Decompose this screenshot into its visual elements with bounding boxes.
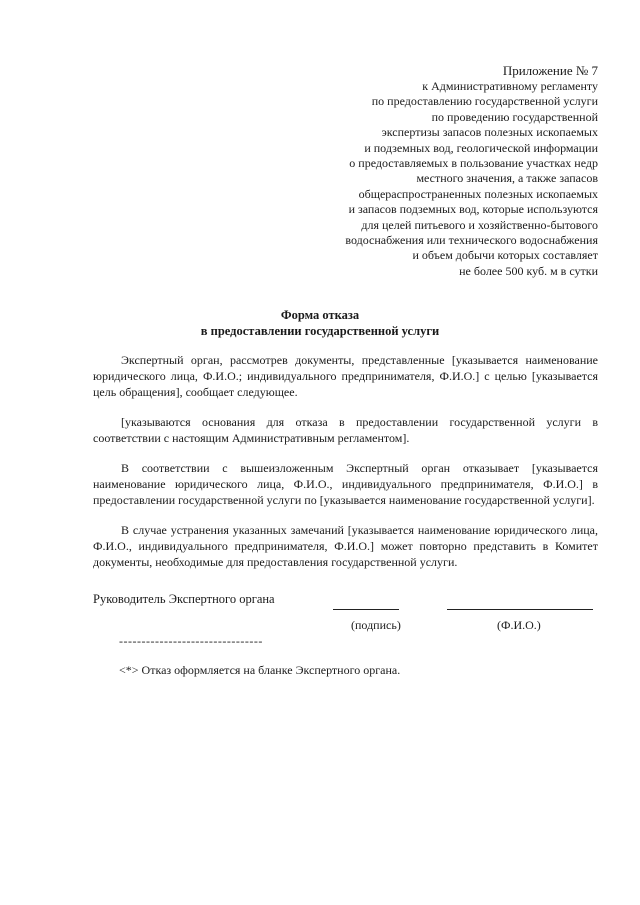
footnote-separator: -------------------------------- [119,634,263,648]
appendix-line: для целей питьевого и хозяйственно-бытового [361,217,598,232]
body-text [93,352,598,584]
name-caption: (Ф.И.О.) [497,618,541,632]
appendix-line: по предоставлению государственной услуги [371,94,598,109]
appendix-line: к Административному регламенту [422,79,598,93]
paragraph: В случае устранения указанных замечаний [указывается наименование юридического лица, Ф.И.О., индивидуального предпринимателя, Ф.И.О.] может повторно представить в Комитет документы, необходимые для предоставления государственной услуги. [93,523,598,569]
signature-head: Руководитель Экспертного органа [93,592,275,606]
form-title-line-1: Форма отказа [280,308,360,322]
appendix-line: по проведению государственной [431,109,598,124]
appendix-line: местного значения, а также запасов [416,171,598,186]
appendix-line: и объем добычи которых составляет [412,248,598,263]
form-title [0,307,640,339]
appendix-line: о предоставляемых в пользование участках недр [349,156,598,171]
signature-line [333,609,399,610]
appendix-line: Приложение № 7 [502,63,598,78]
appendix-header [278,62,598,279]
paragraph: [указываются основания для отказа в предоставлении государственной услуги в соответствии с настоящим Административным регламентом]. [93,415,598,445]
appendix-line: водоснабжения или технического водоснабжения [345,233,598,248]
signature-caption: (подпись) [351,618,401,632]
signature-block [93,592,598,632]
paragraph: Экспертный орган, рассмотрев документы, представленные [указывается наименование юридического лица, Ф.И.О.; индивидуального предпринимателя, Ф.И.О.] с целью [указывается цель обращения], сообщает следующее. [93,353,598,399]
paragraph: В соответствии с вышеизложенным Экспертный орган отказывает [указывается наименование юридического лица, Ф.И.О., индивидуального предпринимателя, Ф.И.О.] в предоставлении государственной услуги по [указывается наименование государственной услуги]. [93,461,598,507]
appendix-line: не более 500 куб. м в сутки [459,263,598,278]
appendix-line: и запасов подземных вод, которые используются [348,202,598,217]
appendix-line: общераспространенных полезных ископаемых [358,186,598,201]
footnote: <*> Отказ оформляется на бланке Экспертного органа. [119,663,401,677]
name-line [447,609,593,610]
form-title-line-2: в предоставлении государственной услуги [200,324,440,338]
appendix-line: и подземных вод, геологической информации [364,140,598,155]
appendix-line: экспертизы запасов полезных ископаемых [381,125,598,140]
